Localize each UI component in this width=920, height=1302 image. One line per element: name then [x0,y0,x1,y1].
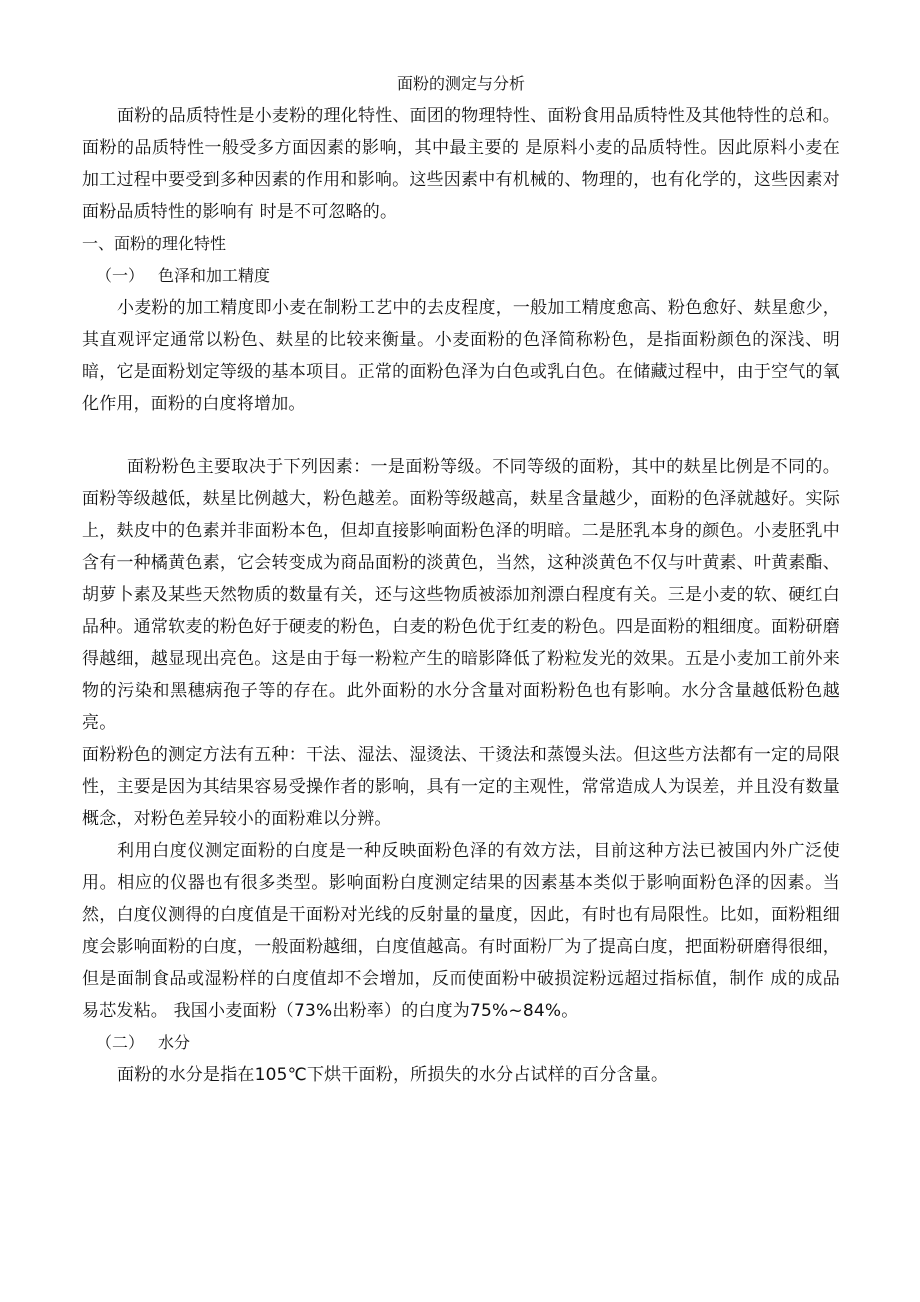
paragraph-gap [82,420,840,451]
paragraph-color-factors: 面粉粉色主要取决于下列因素：一是面粉等级。不同等级的面粉，其中的麸星比例是不同的。面粉等级越低，麸星比例越大，粉色越差。面粉等级越高，麸星含量越少，面粉的色泽就越好。实际上，麸皮中的色素并非面粉本色，但却直接影响面粉色泽的明暗。二是胚乳本身的颜色。小麦胚乳中含有一种橘黄色素，它会转变成为商品面粉的淡黄色，当然，这种淡黄色不仅与叶黄素、叶黄素酯、胡萝卜素及某些天然物质的数量有关，还与这些物质被添加剂漂白程度有关。三是小麦的软、硬红白品种。通常软麦的粉色好于硬麦的粉色，白麦的粉色优于红麦的粉色。四是面粉的粗细度。面粉研磨得越细，越显现出亮色。这是由于每一粉粒产生的暗影降低了粉粒发光的效果。五是小麦加工前外来物的污染和黑穗病孢子等的存在。此外面粉的水分含量对面粉粉色也有影响。水分含量越低粉色越亮。 [82,457,840,733]
subsection-title: 水分 [158,1033,191,1052]
subsection-number: （一） [96,266,145,285]
paragraph-color-methods: 面粉粉色的测定方法有五种：干法、湿法、湿烫法、干烫法和蒸馒头法。但这些方法都有一定的局限性，主要是因为其结果容易受操作者的影响，具有一定的主观性，常常造成人为误差，并且没有数量概念，对粉色差异较小的面粉难以分辨。 [82,745,840,829]
subsection-heading-moisture [96,1027,840,1059]
document-page [82,70,840,1091]
paragraph-moisture-definition: 面粉的水分是指在105℃下烘干面粉，所损失的水分占试样的百分含量。 [117,1065,669,1085]
paragraph-processing-precision: 小麦粉的加工精度即小麦在制粉工艺中的去皮程度，一般加工精度愈高、粉色愈好、麸星愈少，其直观评定通常以粉色、麸星的比较来衡量。小麦面粉的色泽简称粉色，是指面粉颜色的深浅、明暗，它是面粉划定等级的基本项目。正常的面粉色泽为白色或乳白色。在储藏过程中，由于空气的氧化作用，面粉的白度将增加。 [82,298,840,414]
subsection-number: （二） [96,1033,145,1052]
document-title: 面粉的测定与分析 [396,74,525,93]
subsection-title: 色泽和加工精度 [158,266,271,285]
section-heading-physicochemical: 一、面粉的理化特性 [82,234,227,253]
subsection-heading-color [96,260,840,292]
intro-paragraph: 面粉的品质特性是小麦粉的理化特性、面团的物理特性、面粉食用品质特性及其他特性的总和。面粉的品质特性一般受多方面因素的影响，其中最主要的 是原料小麦的品质特性。因此原料小麦在加工过程中要受到多种因素的作用和影响。这些因素中有机械的、物理的，也有化学的，这些因素对面粉品质特性的影响有 时是不可忽略的。 [82,106,840,222]
paragraph-whiteness-meter: 利用白度仪测定面粉的白度是一种反映面粉色泽的有效方法，目前这种方法已被国内外广泛使用。相应的仪器也有很多类型。影响面粉白度测定结果的因素基本类似于影响面粉色泽的因素。当然，白度仪测得的白度值是干面粉对光线的反射量的量度，因此，有时也有局限性。比如，面粉粗细度会影响面粉的白度，一般面粉越细，白度值越高。有时面粉厂为了提高白度，把面粉研磨得很细，但是面制食品或湿粉样的白度值却不会增加，反而使面粉中破损淀粉远超过指标值，制作 成的成品易芯发粘。 我国小麦面粉（73%出粉率）的白度为75%~84%。 [82,841,840,1021]
